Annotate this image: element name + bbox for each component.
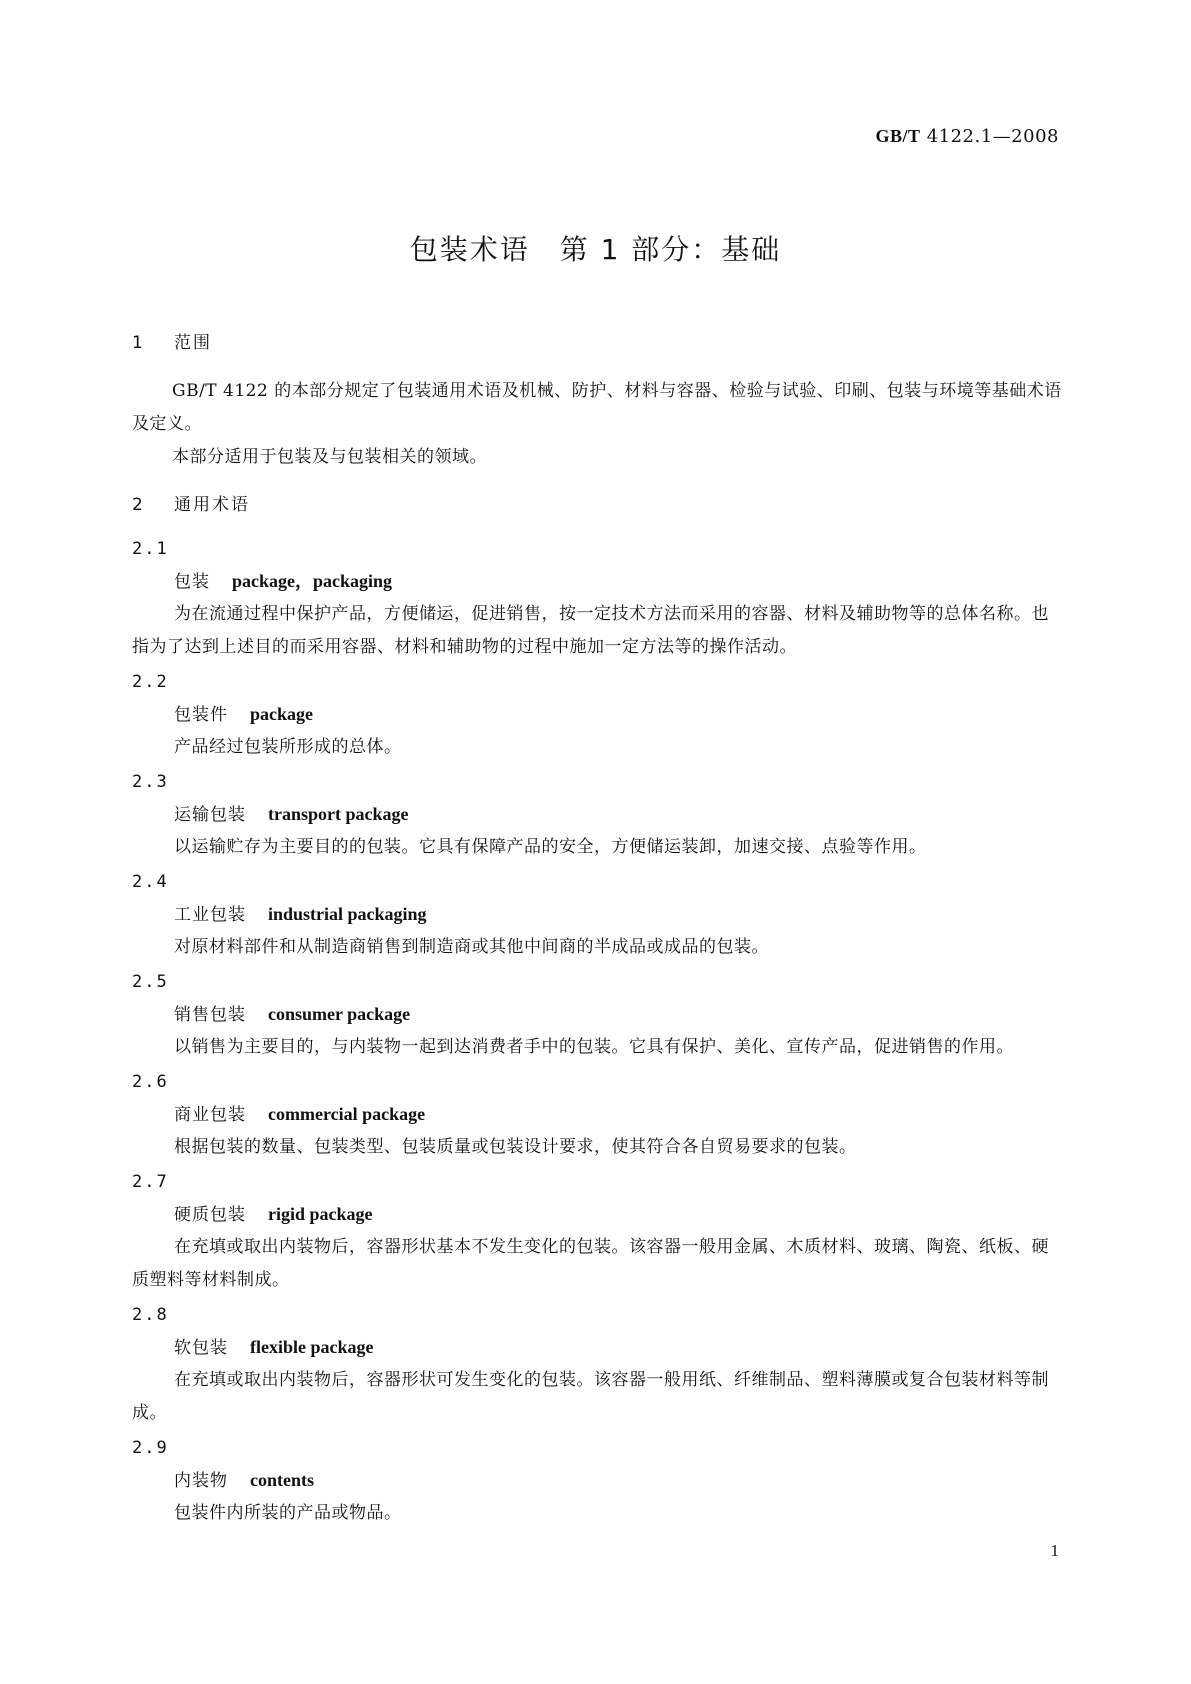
- term-en: rigid package: [268, 1204, 373, 1224]
- standard-id: [875, 126, 1059, 147]
- term-entry: [132, 966, 1062, 1064]
- term-definition: 以销售为主要目的，与内装物一起到达消费者手中的包装。它具有保护、美化、宣传产品，促进销售的作用。: [174, 1037, 1014, 1057]
- term-en: package: [250, 704, 313, 724]
- term-number: 2.4: [132, 872, 169, 892]
- term-definition: 根据包装的数量、包装类型、包装质量或包装设计要求，使其符合各自贸易要求的包装。: [174, 1137, 857, 1157]
- term-zh: 包装: [174, 572, 210, 592]
- section-title: 通用术语: [174, 495, 250, 515]
- section-number: 2: [132, 495, 145, 515]
- term-entry: [132, 1066, 1062, 1164]
- term-heading: [132, 698, 1062, 731]
- standard-prefix: GB/T: [875, 126, 921, 146]
- term-number: 2.2: [132, 672, 169, 692]
- scope-paragraph: 本部分适用于包装及与包装相关的领域。: [172, 447, 487, 467]
- term-zh: 工业包装: [174, 905, 246, 925]
- term-heading: [132, 1198, 1062, 1231]
- term-entry: [132, 766, 1062, 864]
- term-heading: [132, 565, 1062, 598]
- term-en: transport package: [268, 804, 409, 824]
- term-heading: [132, 898, 1062, 931]
- term-entry: [132, 666, 1062, 764]
- term-zh: 包装件: [174, 705, 228, 725]
- term-zh: 内装物: [174, 1471, 228, 1491]
- term-definition: 包装件内所装的产品或物品。: [174, 1503, 402, 1523]
- term-definition: 在充填或取出内装物后，容器形状可发生变化的包装。该容器一般用纸、纤维制品、塑料薄膜或复合包装材料等制成。: [132, 1370, 1049, 1423]
- term-entry: [132, 1432, 1062, 1530]
- term-entry: [132, 1166, 1062, 1297]
- term-en: contents: [250, 1470, 314, 1490]
- term-definition: 以运输贮存为主要目的的包装。它具有保障产品的安全，方便储运装卸，加速交接、点验等作用。: [174, 837, 927, 857]
- term-zh: 商业包装: [174, 1105, 246, 1125]
- term-en: flexible package: [250, 1337, 374, 1357]
- term-heading: [132, 1098, 1062, 1131]
- document-body: [132, 328, 1062, 1532]
- section-heading-scope: [132, 328, 1062, 353]
- term-definition: 在充填或取出内装物后，容器形状基本不发生变化的包装。该容器一般用金属、木质材料、玻璃、陶瓷、纸板、硬质塑料等材料制成。: [132, 1237, 1049, 1290]
- term-entry: [132, 1299, 1062, 1430]
- term-heading: [132, 1464, 1062, 1497]
- term-heading: [132, 998, 1062, 1031]
- term-heading: [132, 1331, 1062, 1364]
- term-en: consumer package: [268, 1004, 411, 1024]
- term-en: package，packaging: [232, 571, 393, 591]
- term-number: 2.5: [132, 972, 169, 992]
- term-entry: [132, 866, 1062, 964]
- standard-number: 4122.1—2008: [926, 126, 1059, 147]
- term-definition: 产品经过包装所形成的总体。: [174, 737, 402, 757]
- term-en: industrial packaging: [268, 904, 427, 924]
- page-title: 包装术语 第 1 部分：基础: [409, 233, 782, 266]
- term-number: 2.7: [132, 1172, 169, 1192]
- scope-paragraph: GB/T 4122 的本部分规定了包装通用术语及机械、防护、材料与容器、检验与试验、印刷、包装与环境等基础术语及定义。: [132, 381, 1062, 434]
- term-zh: 硬质包装: [174, 1205, 246, 1225]
- term-number: 2.1: [132, 539, 169, 559]
- term-definition: 对原材料部件和从制造商销售到制造商或其他中间商的半成品或成品的包装。: [174, 937, 769, 957]
- section-title: 范围: [174, 333, 212, 353]
- term-number: 2.9: [132, 1438, 169, 1458]
- term-number: 2.8: [132, 1305, 169, 1325]
- term-number: 2.6: [132, 1072, 169, 1092]
- term-entry: [132, 533, 1062, 664]
- section-heading-general-terms: [132, 490, 1062, 515]
- term-zh: 软包装: [174, 1338, 228, 1358]
- term-zh: 运输包装: [174, 805, 246, 825]
- section-number: 1: [132, 333, 145, 353]
- page-number: 1: [1050, 1541, 1059, 1560]
- term-number: 2.3: [132, 772, 169, 792]
- term-en: commercial package: [268, 1104, 426, 1124]
- term-heading: [132, 798, 1062, 831]
- term-zh: 销售包装: [174, 1005, 246, 1025]
- term-definition: 为在流通过程中保护产品，方便储运，促进销售，按一定技术方法而采用的容器、材料及辅助物等的总体名称。也指为了达到上述目的而采用容器、材料和辅助物的过程中施加一定方法等的操作活动。: [132, 604, 1049, 657]
